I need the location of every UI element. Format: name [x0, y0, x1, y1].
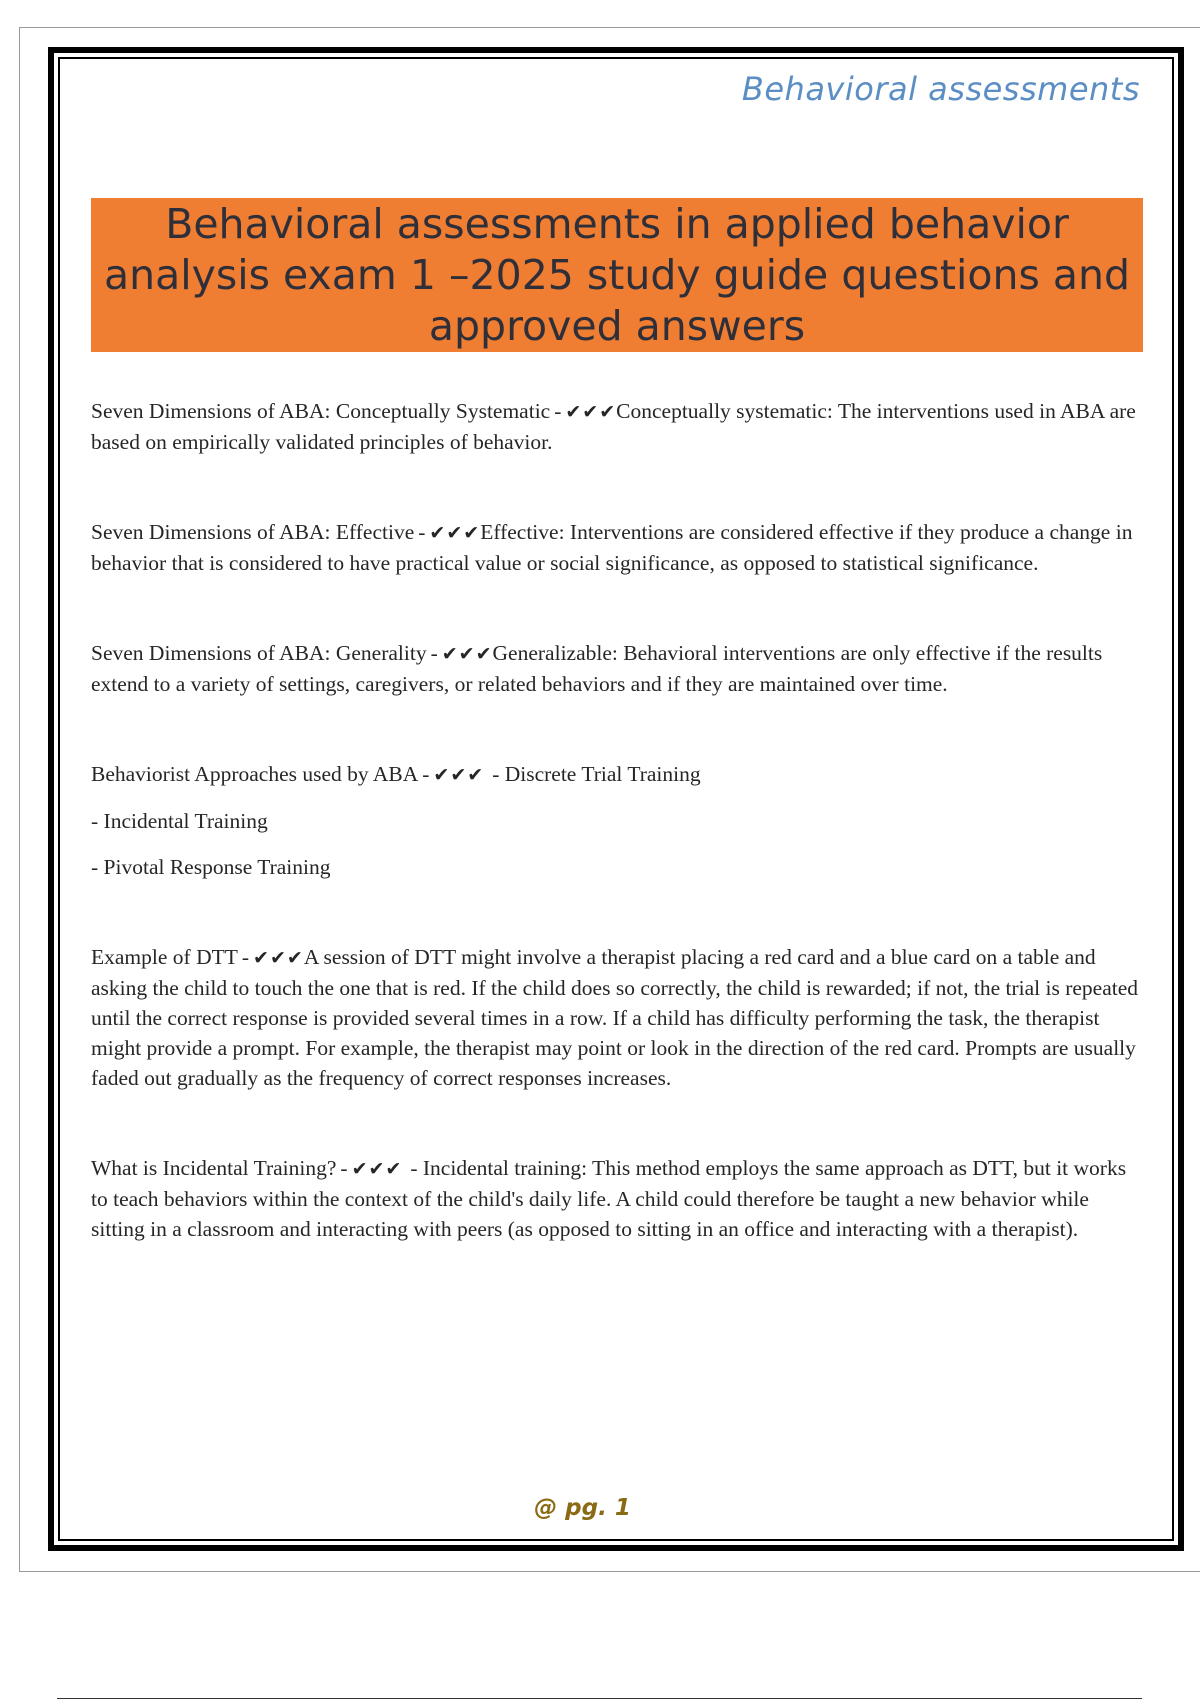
checkmarks-icon: ✔✔✔ — [565, 401, 617, 423]
separator: - — [554, 399, 562, 423]
answer-text: A session of DTT might involve a therapist placing a red card and a blue card on a table and asking the child to touch the one that is red. If the child does so correctly, the child is rewarded; if not, the trial is repeated until the correct response is provided several times in a row. If a child has difficulty performing the task, the therapist might provide a prompt. For example, the therapist may point or look in the direction of the red card. Prompts are usually faded out gradually as the frequency of correct responses increases. — [91, 945, 1139, 1090]
question-text: Seven Dimensions of ABA: Conceptually Systematic — [91, 399, 551, 423]
separator: - — [418, 520, 426, 544]
separator: - — [340, 1156, 348, 1180]
answer-text: Conceptually systematic: The interventions used in ABA are based on empirically validated principles of behavior. — [91, 399, 1136, 454]
question-text: Behaviorist Approaches used by ABA — [91, 762, 419, 786]
checkmarks-icon: ✔✔✔ — [253, 947, 304, 969]
qa-item — [91, 759, 1143, 790]
checkmarks-icon: ✔✔✔ — [351, 1158, 403, 1180]
title-banner — [91, 198, 1143, 352]
answer-text: - Discrete Trial Training — [492, 762, 701, 786]
qa-item — [91, 396, 1143, 457]
separator: - — [241, 945, 250, 969]
checkmarks-icon: ✔✔✔ — [429, 522, 481, 544]
running-header: Behavioral assessments — [741, 70, 1140, 108]
list-item: - Incidental Training — [91, 809, 268, 833]
question-text: What is Incidental Training? — [91, 1156, 337, 1180]
qa-item — [91, 638, 1143, 699]
bottom-rule — [57, 1698, 1142, 1699]
list-item: - Pivotal Response Training — [91, 855, 331, 879]
answer-text: - Incidental training: This method employs the same approach as DTT, but it works to teach behaviors within the context of the child's daily life. A child could therefore be taught a new behavior while sitting in a classroom and interacting with peers (as opposed to sitting in an office and interacting with a therapist). — [91, 1156, 1127, 1241]
separator: - — [430, 641, 438, 665]
document-title: Behavioral assessments in applied behavior analysis exam 1 –2025 study guide questions and approved answers — [104, 199, 1130, 350]
answer-text: Effective: Interventions are considered effective if they produce a change in behavior that is considered to have practical value or social significance, as opposed to statistical significance. — [91, 520, 1133, 575]
qa-item — [91, 942, 1143, 1093]
checkmarks-icon: ✔✔✔ — [441, 643, 493, 665]
question-text: Example of DTT — [91, 945, 238, 969]
qa-item — [91, 1153, 1143, 1244]
checkmarks-icon: ✔✔✔ — [433, 764, 485, 786]
question-text: Seven Dimensions of ABA: Effective — [91, 520, 415, 544]
separator: - — [422, 762, 430, 786]
page-number: @ pg. 1 — [534, 1495, 631, 1521]
question-text: Seven Dimensions of ABA: Generality — [91, 641, 427, 665]
qa-item — [91, 517, 1143, 578]
qa-content — [91, 396, 1143, 1244]
answer-text: Generalizable: Behavioral interventions are only effective if the results extend to a variety of settings, caregivers, or related behaviors and if they are maintained over time. — [91, 641, 1103, 696]
